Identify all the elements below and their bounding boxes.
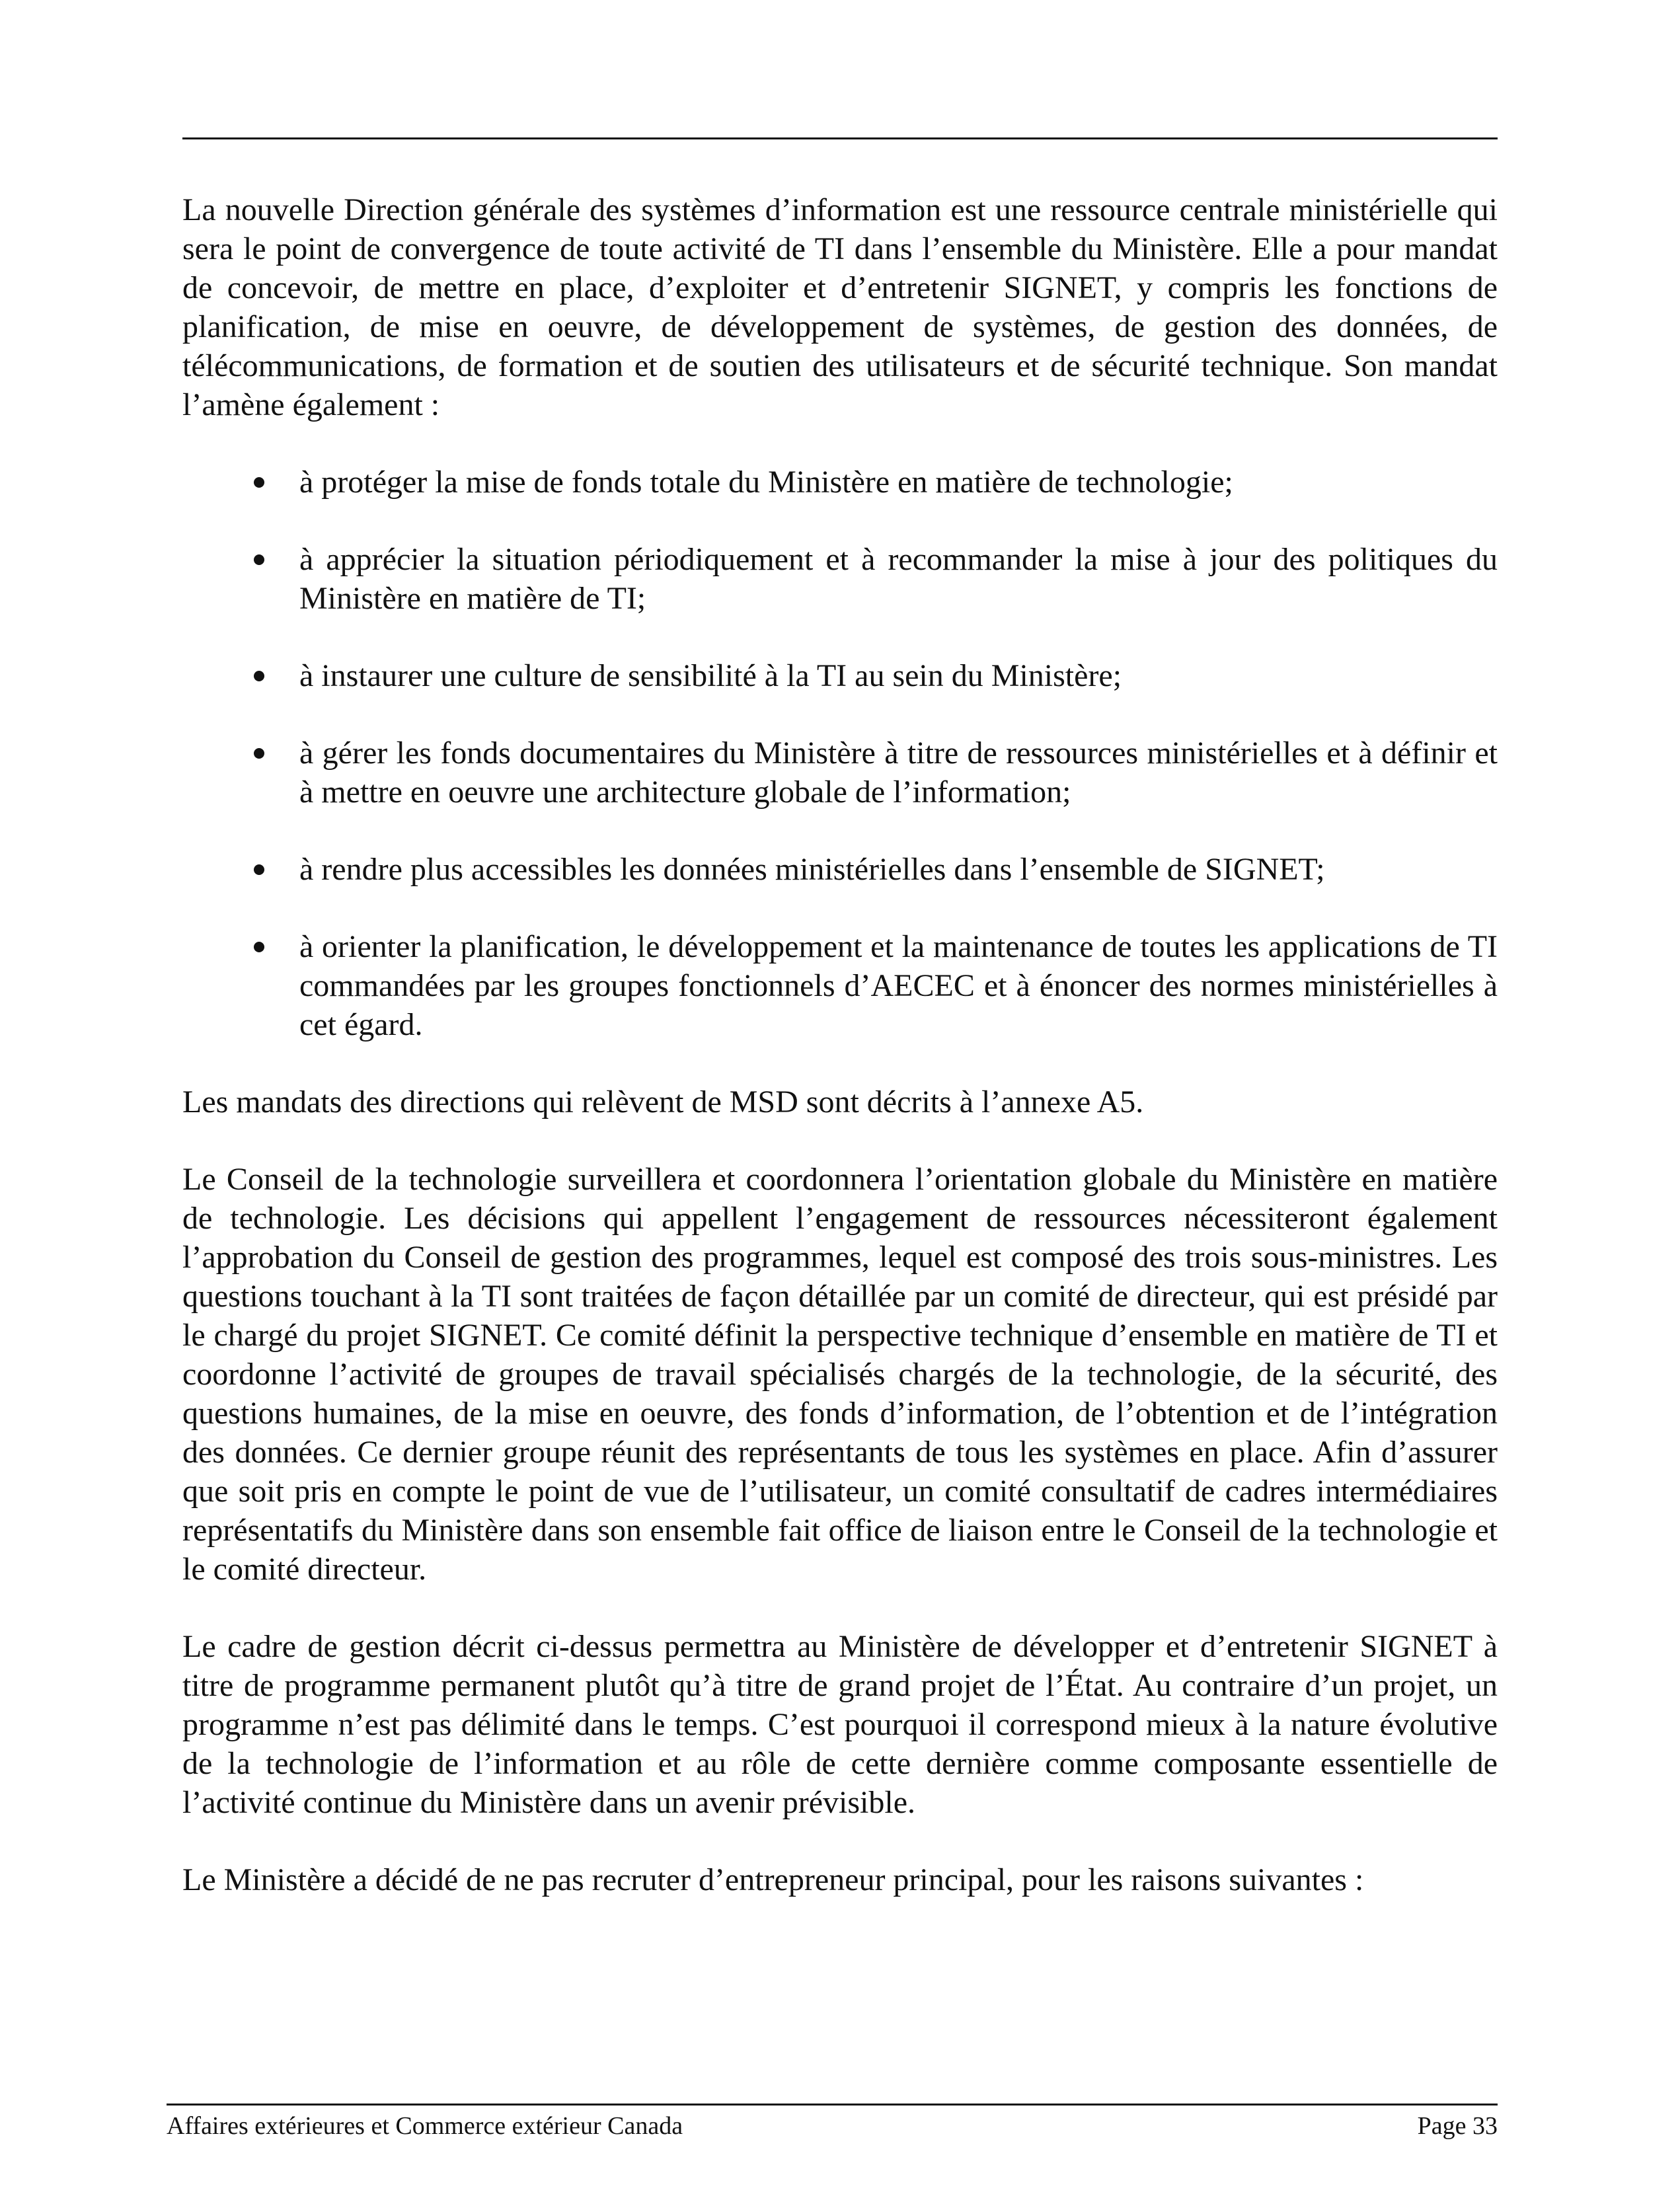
bullet-text: à orienter la planification, le développement et la maintenance de toutes les applications de TI commandées par les groupes fonctionnels d’AECEC et à énoncer des normes ministérielles à cet égard. (299, 929, 1498, 1042)
bullet-text: à protéger la mise de fonds totale du Ministère en matière de technologie; (299, 465, 1233, 500)
intro-paragraph: La nouvelle Direction générale des systèmes d’information est une ressource centrale ministérielle qui sera le point de convergence de toute activité de TI dans l’ensemble du Ministère. Elle a pour mandat de concevoir, de mettre en place, d’exploiter et d’entretenir SIGNET, y compris les fonctions de planification, de mise en oeuvre, de développement de systèmes, de gestion des données, de télécommunications, de formation et de soutien des utilisateurs et de sécurité technique. Son mandat l’amène également : (182, 192, 1498, 422)
list-item (182, 656, 1498, 695)
bullet-icon (254, 671, 264, 681)
list-item (182, 850, 1498, 889)
list-item (182, 463, 1498, 502)
bullet-text: à apprécier la situation périodiquement et à recommander la mise à jour des politiques du Ministère en matière de TI; (299, 542, 1498, 616)
technology-council-paragraph: Le Conseil de la technologie surveillera et coordonnera l’orientation globale du Ministère en matière de technologie. Les décisions qui appellent l’engagement de ressources nécessiteront également l’approbation du Conseil de gestion des programmes, lequel est composé des trois sous-ministres. Les questions touchant à la TI sont traitées de façon détaillée par un comité de directeur, qui est présidé par le chargé du projet SIGNET. Ce comité définit la perspective technique d’ensemble en matière de TI et coordonne l’activité de groupes de travail spécialisés chargés de la technologie, de la sécurité, des questions humaines, de la mise en oeuvre, des fonds d’information, de l’obtention et de l’intégration des données. Ce dernier groupe réunit des représentants de tous les systèmes en place. Afin d’assurer que soit pris en compte le point de vue de l’utilisateur, un comité consultatif de cadres intermédiaires représentatifs du Ministère dans son ensemble fait office de liaison entre le Conseil de la technologie et le comité directeur. (182, 1162, 1498, 1587)
header-rule (182, 137, 1498, 139)
footer-rule (167, 2104, 1498, 2105)
body-text (182, 190, 1498, 1938)
msd-mandates-paragraph: Les mandats des directions qui relèvent de MSD sont décrits à l’annexe A5. (182, 1084, 1144, 1119)
page-number: Page 33 (1417, 2112, 1498, 2140)
bullet-icon (254, 554, 264, 565)
list-item (182, 540, 1498, 618)
bullet-text: à instaurer une culture de sensibilité à la TI au sein du Ministère; (299, 658, 1122, 693)
management-framework-paragraph: Le cadre de gestion décrit ci-dessus permettra au Ministère de développer et d’entretenir SIGNET à titre de programme permanent plutôt qu’à titre de grand projet de l’État. Au contraire d’un projet, un programme n’est pas délimité dans le temps. C’est pourquoi il correspond mieux à la nature évolutive de la technologie de l’information et au rôle de cette dernière comme composante essentielle de l’activité continue du Ministère dans un avenir prévisible. (182, 1629, 1498, 1820)
bullet-icon (254, 748, 264, 759)
prime-contractor-paragraph: Le Ministère a décidé de ne pas recruter d’entrepreneur principal, pour les raisons suivantes : (182, 1862, 1364, 1897)
mandate-bullet-list (182, 463, 1498, 1044)
bullet-icon (254, 864, 264, 875)
list-item (182, 927, 1498, 1044)
footer-organization: Affaires extérieures et Commerce extérieur Canada (167, 2112, 683, 2140)
bullet-text: à gérer les fonds documentaires du Ministère à titre de ressources ministérielles et à définir et à mettre en oeuvre une architecture globale de l’information; (299, 736, 1498, 810)
bullet-icon (254, 942, 264, 952)
list-item (182, 734, 1498, 812)
bullet-text: à rendre plus accessibles les données ministérielles dans l’ensemble de SIGNET; (299, 852, 1325, 887)
bullet-icon (254, 477, 264, 488)
